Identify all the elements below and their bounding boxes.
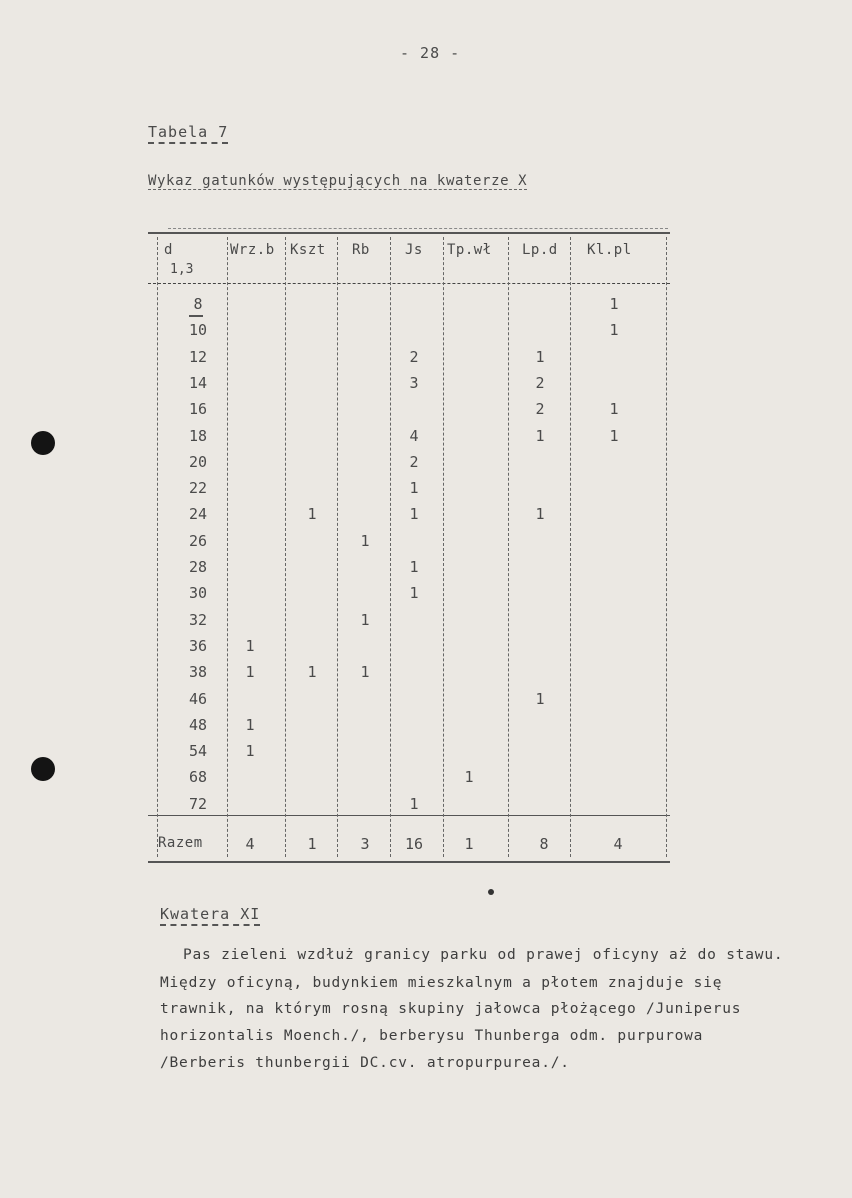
cell-js: 1 xyxy=(409,584,419,603)
total-tp: 1 xyxy=(464,835,474,853)
cell-js: 2 xyxy=(409,452,419,471)
cell-diameter: 72 xyxy=(188,794,208,813)
column-header-wrz: Wrz.b xyxy=(230,242,275,258)
column-header-kszt: Kszt xyxy=(290,242,326,258)
cell-js: 1 xyxy=(409,794,419,813)
cell-kl: 1 xyxy=(609,321,619,340)
table-caption: Wykaz gatunków występujących na kwaterze X xyxy=(148,173,528,189)
table-heading: Tabela 7 xyxy=(148,123,228,144)
cell-js: 4 xyxy=(409,426,419,445)
column-divider xyxy=(570,237,571,857)
column-header-diameter: d xyxy=(164,242,173,258)
table-rule xyxy=(148,232,670,234)
column-header-diameter-sub: 1,3 xyxy=(170,262,194,277)
total-kl: 4 xyxy=(613,835,623,853)
body-text-line: Pas zieleni wzdłuż granicy parku od prawej oficyny aż do stawu. xyxy=(183,947,784,963)
cell-diameter: 16 xyxy=(188,400,208,419)
cell-kl: 1 xyxy=(609,400,619,419)
cell-tp: 1 xyxy=(464,768,474,787)
column-divider xyxy=(337,237,338,857)
column-divider xyxy=(157,237,158,857)
cell-diameter: 14 xyxy=(188,373,208,392)
cell-diameter: 10 xyxy=(188,321,208,340)
cell-wrz: 1 xyxy=(245,742,255,761)
cell-js: 1 xyxy=(409,558,419,576)
cell-wrz: 1 xyxy=(245,715,255,734)
cell-diameter: 18 xyxy=(188,426,208,445)
column-divider xyxy=(666,237,667,857)
cell-rb: 1 xyxy=(360,531,370,550)
cell-diameter: 32 xyxy=(188,610,208,629)
cell-lp: 1 xyxy=(535,505,545,524)
body-text-line: /Berberis thunbergii DC.cv. atropurpurea./. xyxy=(160,1055,570,1071)
cell-js: 1 xyxy=(409,505,419,524)
cell-js: 2 xyxy=(409,347,419,366)
punch-hole xyxy=(31,757,55,781)
cell-diameter: 54 xyxy=(188,742,208,761)
cell-lp: 1 xyxy=(535,426,545,445)
total-wrz: 4 xyxy=(245,835,255,853)
column-header-js: Js xyxy=(405,242,423,258)
column-header-kl: Kl.pl xyxy=(587,242,632,258)
column-divider xyxy=(390,237,391,857)
cell-diameter: 68 xyxy=(188,768,208,787)
cell-kszt: 1 xyxy=(307,663,317,682)
column-header-lp: Lp.d xyxy=(522,242,558,258)
cell-diameter: 26 xyxy=(188,531,208,550)
cell-diameter: 22 xyxy=(188,479,208,498)
cell-diameter: 28 xyxy=(188,558,208,576)
cell-kszt: 1 xyxy=(307,505,317,524)
cell-diameter: 24 xyxy=(188,505,208,524)
total-lp: 8 xyxy=(539,835,549,853)
cell-rb: 1 xyxy=(360,610,370,629)
table-rule xyxy=(168,228,668,229)
column-header-tp: Tp.wł xyxy=(447,242,492,258)
cell-diameter: 12 xyxy=(188,347,208,366)
cell-js: 3 xyxy=(409,373,419,392)
cell-lp: 1 xyxy=(535,689,545,708)
body-text-line: trawnik, na którym rosną skupiny jałowca płożącego /Juniperus xyxy=(160,1001,742,1017)
column-header-rb: Rb xyxy=(352,242,370,258)
cell-wrz: 1 xyxy=(245,636,255,655)
column-divider xyxy=(443,237,444,857)
cell-rb: 1 xyxy=(360,663,370,682)
punch-hole xyxy=(31,431,55,455)
section-heading: Kwatera XI xyxy=(160,905,260,926)
cell-diameter: 30 xyxy=(188,584,208,603)
ink-dot xyxy=(488,889,494,895)
cell-lp: 1 xyxy=(535,347,545,366)
body-text-line: Między oficyną, budynkiem mieszkalnym a płotem znajduje się xyxy=(160,975,723,991)
cell-underline xyxy=(189,315,203,317)
cell-js: 1 xyxy=(409,479,419,498)
total-rb: 3 xyxy=(360,835,370,853)
cell-diameter: 8 xyxy=(193,295,203,313)
column-divider xyxy=(227,237,228,857)
cell-lp: 2 xyxy=(535,373,545,392)
total-kszt: 1 xyxy=(307,835,317,853)
cell-diameter: 48 xyxy=(188,715,208,734)
cell-diameter: 20 xyxy=(188,452,208,471)
cell-kl: 1 xyxy=(609,295,619,313)
cell-diameter: 46 xyxy=(188,689,208,708)
cell-kl: 1 xyxy=(609,426,619,445)
column-divider xyxy=(508,237,509,857)
column-divider xyxy=(285,237,286,857)
cell-lp: 2 xyxy=(535,400,545,419)
totals-label: Razem xyxy=(158,835,203,851)
total-js: 16 xyxy=(404,835,424,853)
cell-diameter: 36 xyxy=(188,636,208,655)
page-number: - 28 - xyxy=(400,44,461,62)
cell-diameter: 38 xyxy=(188,663,208,682)
body-text-line: horizontalis Moench./, berberysu Thunberga odm. purpurowa xyxy=(160,1028,704,1044)
cell-wrz: 1 xyxy=(245,663,255,682)
table-rule xyxy=(148,861,670,863)
